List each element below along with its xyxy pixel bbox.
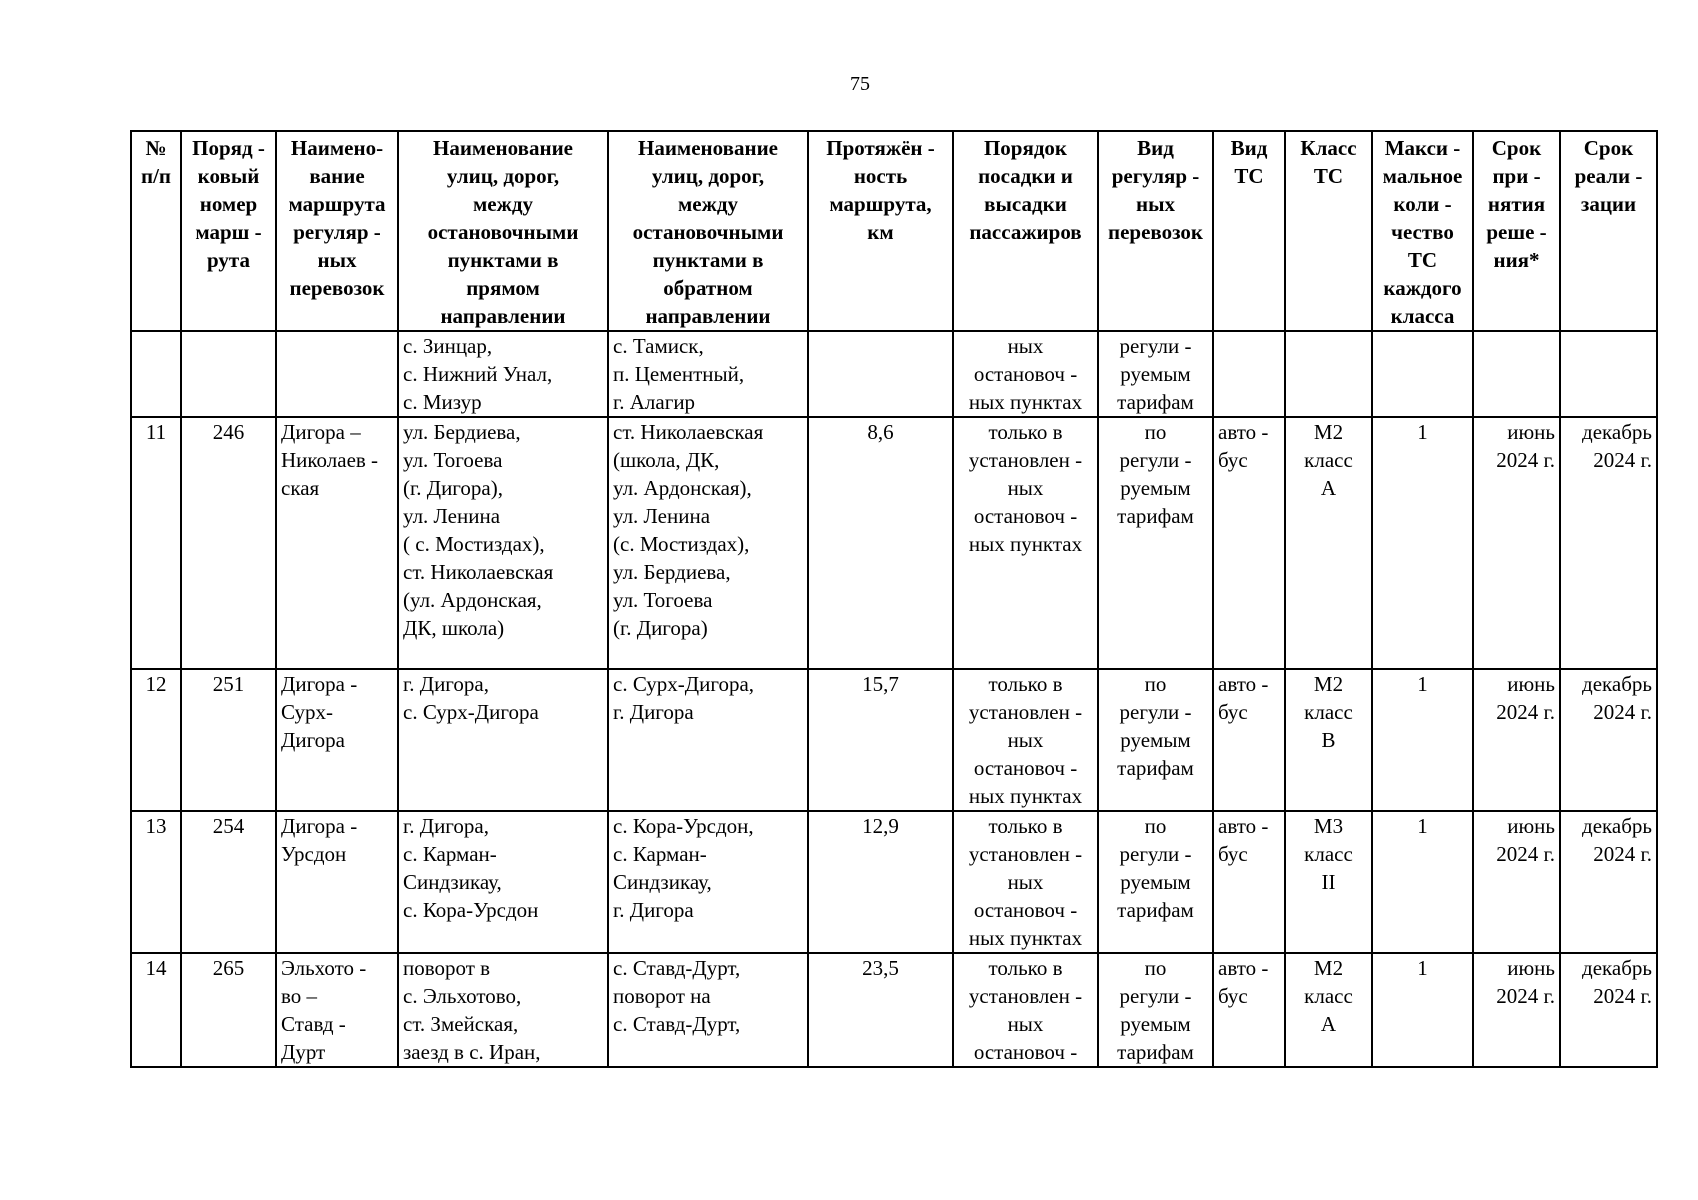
cell-num: 13 bbox=[131, 811, 181, 953]
cell-route-name: Дигора - Сурх- Дигора bbox=[276, 669, 398, 811]
cell-length: 23,5 bbox=[808, 953, 953, 1067]
header-kind: Вид регуляр - ных перевозок bbox=[1098, 131, 1213, 331]
cell-boarding: только в установлен - ных остановоч - ных пунктах bbox=[953, 669, 1098, 811]
cell-vehicle: авто - бус bbox=[1213, 953, 1285, 1067]
table-row bbox=[131, 669, 1657, 811]
cell-length: 8,6 bbox=[808, 417, 953, 669]
cell-decision bbox=[1473, 331, 1560, 417]
cell-route-name: Дигора - Урсдон bbox=[276, 811, 398, 953]
cell-backward: ст. Николаевская (школа, ДК, ул. Ардонская), ул. Ленина (с. Мостиздах), ул. Бердиева, ул. Тогоева (г. Дигора) bbox=[608, 417, 808, 669]
table-row bbox=[131, 331, 1657, 417]
header-forward: Наименование улиц, дорог, между остановочными пунктами в прямом направлении bbox=[398, 131, 608, 331]
header-vehicle: Вид ТС bbox=[1213, 131, 1285, 331]
cell-class: М2 класс В bbox=[1285, 669, 1372, 811]
cell-route-no: 251 bbox=[181, 669, 276, 811]
cell-length: 12,9 bbox=[808, 811, 953, 953]
cell-num: 14 bbox=[131, 953, 181, 1067]
cell-max: 1 bbox=[1372, 669, 1473, 811]
header-backward: Наименование улиц, дорог, между остановочными пунктами в обратном направлении bbox=[608, 131, 808, 331]
cell-boarding: только в установлен - ных остановоч - ных пунктах bbox=[953, 811, 1098, 953]
cell-route-no: 265 bbox=[181, 953, 276, 1067]
cell-decision: июнь 2024 г. bbox=[1473, 953, 1560, 1067]
header-boarding: Порядок посадки и высадки пассажиров bbox=[953, 131, 1098, 331]
cell-forward: ул. Бердиева, ул. Тогоева (г. Дигора), ул. Ленина ( с. Мостиздах), ст. Николаевская (ул. Ардонская, ДК, школа) bbox=[398, 417, 608, 669]
cell-num: 12 bbox=[131, 669, 181, 811]
cell-class: М2 класс А bbox=[1285, 417, 1372, 669]
cell-realization: декабрь 2024 г. bbox=[1560, 953, 1657, 1067]
cell-length bbox=[808, 331, 953, 417]
page-number: 75 bbox=[850, 73, 870, 95]
cell-decision: июнь 2024 г. bbox=[1473, 811, 1560, 953]
cell-vehicle: авто - бус bbox=[1213, 811, 1285, 953]
cell-max bbox=[1372, 331, 1473, 417]
cell-route-no bbox=[181, 331, 276, 417]
cell-class: М2 класс А bbox=[1285, 953, 1372, 1067]
cell-max: 1 bbox=[1372, 417, 1473, 669]
cell-kind: по регули - руемым тарифам bbox=[1098, 417, 1213, 669]
cell-boarding: только в установлен - ных остановоч - bbox=[953, 953, 1098, 1067]
header-length: Протяжён - ность маршрута, км bbox=[808, 131, 953, 331]
cell-length: 15,7 bbox=[808, 669, 953, 811]
header-row bbox=[131, 131, 1657, 331]
cell-route-name: Эльхото - во – Ставд - Дурт bbox=[276, 953, 398, 1067]
cell-kind: регули - руемым тарифам bbox=[1098, 331, 1213, 417]
cell-realization: декабрь 2024 г. bbox=[1560, 669, 1657, 811]
header-realization: Срок реали - зации bbox=[1560, 131, 1657, 331]
cell-route-no: 246 bbox=[181, 417, 276, 669]
cell-realization: декабрь 2024 г. bbox=[1560, 811, 1657, 953]
cell-backward: с. Ставд-Дурт, поворот на с. Ставд-Дурт, bbox=[608, 953, 808, 1067]
cell-kind: по регули - руемым тарифам bbox=[1098, 811, 1213, 953]
cell-decision: июнь 2024 г. bbox=[1473, 669, 1560, 811]
cell-backward: с. Кора-Урсдон, с. Карман- Синдзикау, г. Дигора bbox=[608, 811, 808, 953]
cell-route-no: 254 bbox=[181, 811, 276, 953]
header-max: Макси - мальное коли - чество ТС каждого класса bbox=[1372, 131, 1473, 331]
cell-realization: декабрь 2024 г. bbox=[1560, 417, 1657, 669]
cell-boarding: ных остановоч - ных пунктах bbox=[953, 331, 1098, 417]
cell-class bbox=[1285, 331, 1372, 417]
cell-max: 1 bbox=[1372, 953, 1473, 1067]
cell-kind: по регули - руемым тарифам bbox=[1098, 669, 1213, 811]
cell-kind: по регули - руемым тарифам bbox=[1098, 953, 1213, 1067]
table-row bbox=[131, 811, 1657, 953]
cell-vehicle: авто - бус bbox=[1213, 417, 1285, 669]
cell-forward: г. Дигора, с. Карман- Синдзикау, с. Кора-Урсдон bbox=[398, 811, 608, 953]
cell-boarding: только в установлен - ных остановоч - ных пунктах bbox=[953, 417, 1098, 669]
cell-forward: поворот в с. Эльхотово, ст. Змейская, заезд в с. Иран, bbox=[398, 953, 608, 1067]
header-route-name: Наимено- вание маршрута регуляр - ных перевозок bbox=[276, 131, 398, 331]
cell-backward: с. Сурх-Дигора, г. Дигора bbox=[608, 669, 808, 811]
cell-num: 11 bbox=[131, 417, 181, 669]
cell-max: 1 bbox=[1372, 811, 1473, 953]
cell-decision: июнь 2024 г. bbox=[1473, 417, 1560, 669]
routes-table bbox=[130, 130, 1658, 1068]
cell-vehicle: авто - бус bbox=[1213, 669, 1285, 811]
header-num: № п/п bbox=[131, 131, 181, 331]
cell-route-name bbox=[276, 331, 398, 417]
header-class: Класс ТС bbox=[1285, 131, 1372, 331]
cell-backward: с. Тамиск, п. Цементный, г. Алагир bbox=[608, 331, 808, 417]
cell-forward: с. Зинцар, с. Нижний Унал, с. Мизур bbox=[398, 331, 608, 417]
cell-vehicle bbox=[1213, 331, 1285, 417]
cell-realization bbox=[1560, 331, 1657, 417]
table-row bbox=[131, 417, 1657, 669]
cell-route-name: Дигора – Николаев - ская bbox=[276, 417, 398, 669]
header-decision: Срок при - нятия реше - ния* bbox=[1473, 131, 1560, 331]
cell-class: М3 класс II bbox=[1285, 811, 1372, 953]
cell-forward: г. Дигора, с. Сурх-Дигора bbox=[398, 669, 608, 811]
cell-num bbox=[131, 331, 181, 417]
table-row bbox=[131, 953, 1657, 1067]
header-route-no: Поряд - ковый номер марш - рута bbox=[181, 131, 276, 331]
